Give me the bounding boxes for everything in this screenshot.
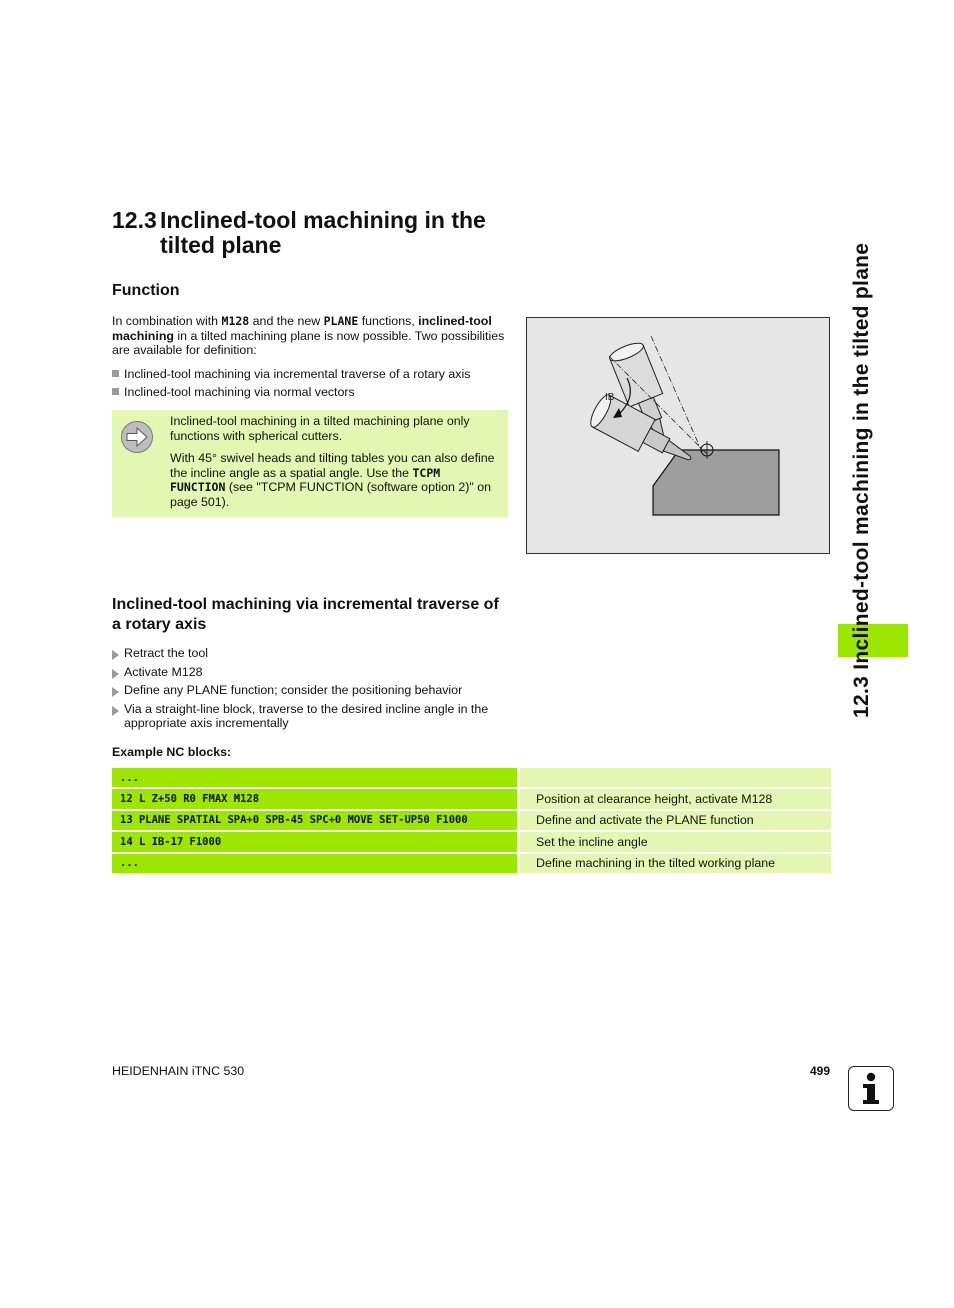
list-item: Inclined-tool machining via incremental traverse of a rotary axis [112, 365, 510, 383]
list-item: Retract the tool [112, 646, 510, 661]
arrow-right-icon [120, 420, 154, 459]
intro-text-4: in a tilted machining plane is now possible. Two possibilities are available for definition: [112, 328, 505, 358]
code-tcpm-function: TCPM FUNCTION [170, 465, 441, 495]
nc-code: 13 PLANE SPATIAL SPA+0 SPB-45 SPC+0 MOVE SET-UP50 F1000 [112, 811, 517, 830]
procedure-steps-list [112, 646, 510, 735]
figure-label-ib: IB [605, 392, 615, 403]
intro-text-2: and the new [249, 314, 324, 328]
table-row [112, 854, 831, 873]
note-paragraph-1: Inclined-tool machining in a tilted machining plane only functions with spherical cutters. [170, 414, 470, 443]
nc-code: ... [112, 768, 517, 787]
table-row [112, 811, 831, 830]
note-paragraph-2 [170, 451, 498, 509]
table-row [112, 768, 831, 787]
note-box [112, 410, 508, 517]
chapter-title [112, 208, 532, 258]
intro-bold-term: inclined-tool machining [112, 314, 492, 343]
footer-product: HEIDENHAIN iTNC 530 [112, 1064, 245, 1078]
nc-code: 14 L IB-17 F1000 [112, 832, 517, 851]
chapter-number: 12.3 [112, 207, 157, 233]
list-item: Via a straight-line block, traverse to the desired incline angle in the appropriate axis incrementally [112, 702, 510, 731]
example-label: Example NC blocks: [112, 745, 232, 759]
definition-options-list [112, 365, 510, 401]
chapter-title-text: Inclined-tool machining in the tilted plane [160, 207, 486, 258]
nc-description: Set the incline angle [520, 832, 831, 851]
nc-code: 12 L Z+50 R0 FMAX M128 [112, 789, 517, 808]
intro-paragraph [112, 314, 510, 358]
list-item: Inclined-tool machining via normal vectors [112, 383, 510, 401]
table-row [112, 789, 831, 808]
note-text-a: With 45° swivel heads and tilting tables you can also define the incline angle as a spatial angle. Use the [170, 451, 495, 480]
nc-blocks-table [112, 766, 831, 875]
nc-description [520, 768, 831, 787]
code-plane: PLANE [323, 314, 359, 328]
table-row [112, 832, 831, 851]
list-item: Activate M128 [112, 665, 510, 680]
list-item: Define any PLANE function; consider the positioning behavior [112, 683, 510, 698]
intro-text-3: functions, [358, 314, 419, 328]
side-running-title: 12.3 Inclined-tool machining in the tilted plane [850, 242, 873, 718]
nc-description: Define machining in the tilted working plane [520, 854, 831, 873]
code-m128: M128 [221, 314, 250, 328]
nc-description: Define and activate the PLANE function [520, 811, 831, 830]
note-text-b: (see "TCPM FUNCTION (software option 2)" on page 501). [170, 480, 492, 509]
section-title-function: Function [112, 282, 180, 299]
nc-code: ... [112, 854, 517, 873]
section-title-incremental: Inclined-tool machining via incremental traverse of a rotary axis [112, 596, 499, 633]
nc-description: Position at clearance height, activate M128 [520, 789, 831, 808]
info-icon [848, 1066, 894, 1111]
tilted-tool-figure [526, 317, 830, 554]
intro-text-1: In combination with [112, 314, 222, 328]
note-text [170, 414, 498, 518]
workpiece-shape [653, 450, 779, 515]
page-number: 499 [809, 1064, 830, 1078]
